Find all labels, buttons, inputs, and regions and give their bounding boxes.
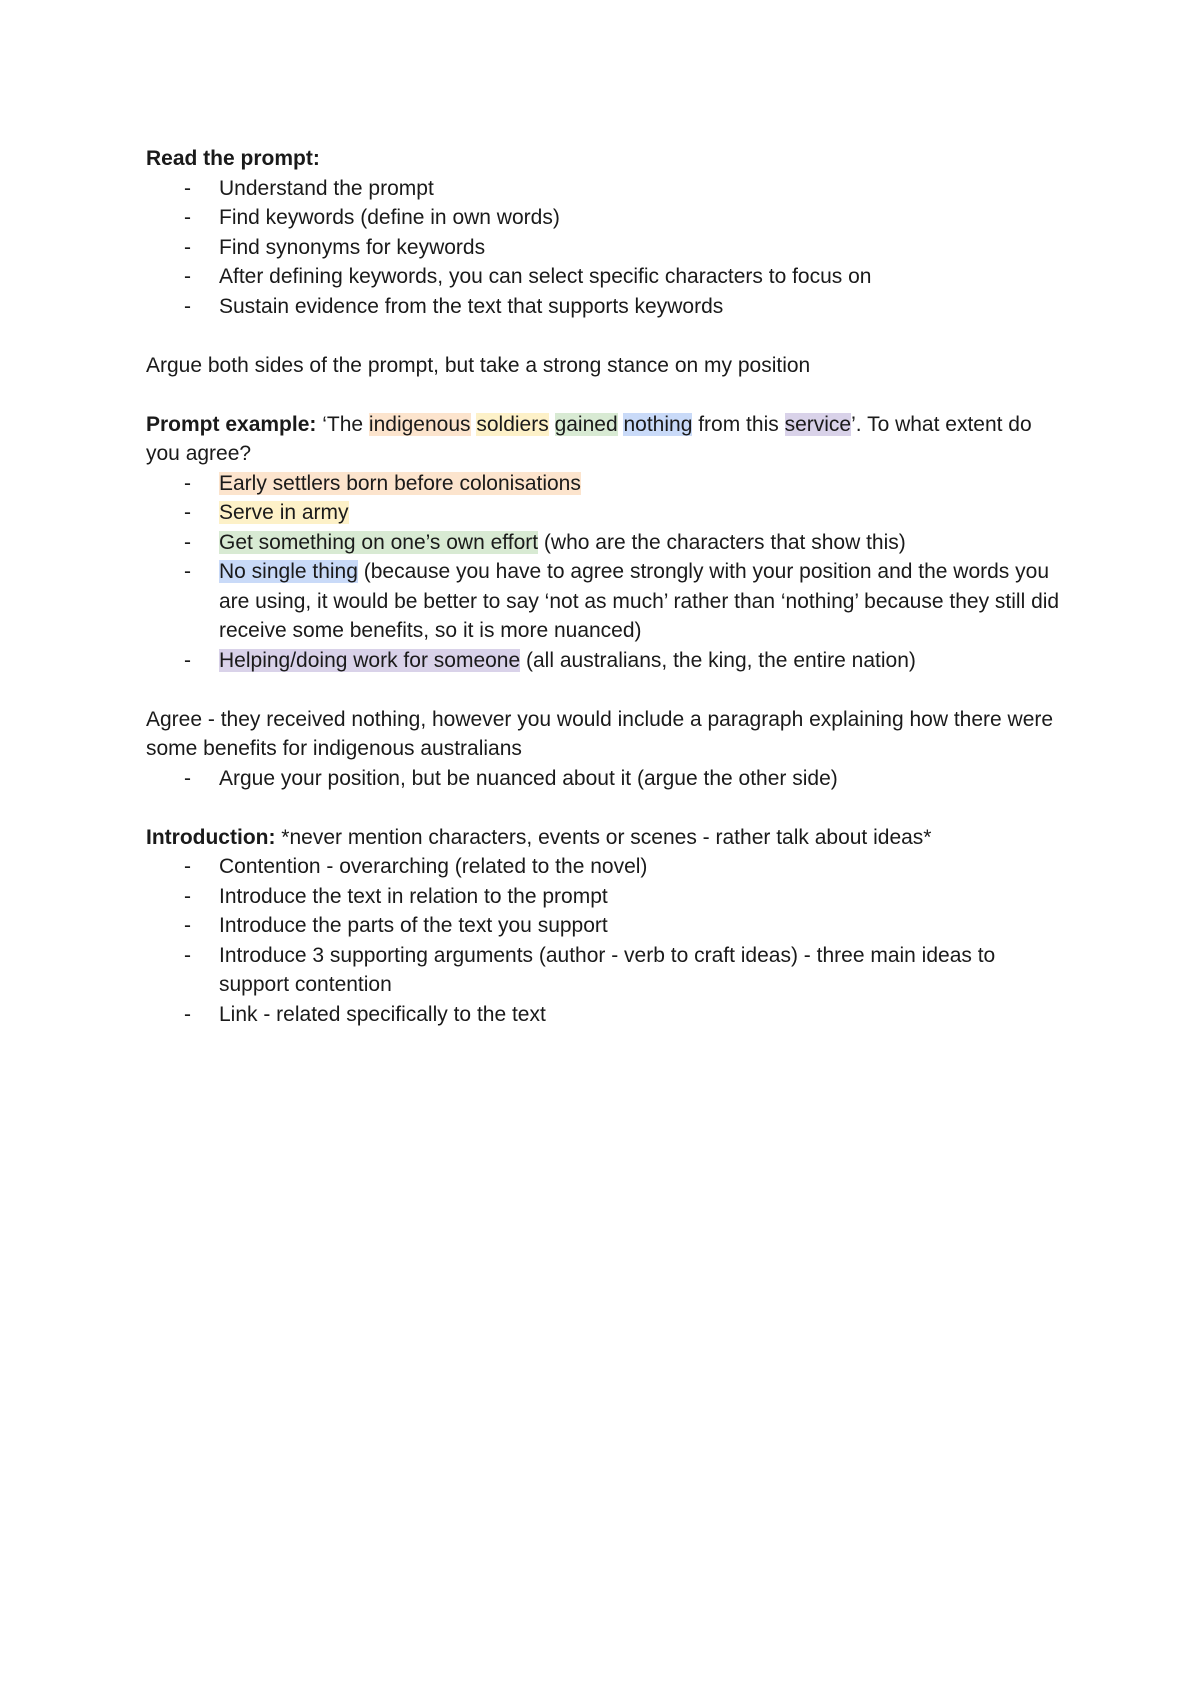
bullet-dash: - [184,1002,191,1026]
bullet-dash: - [184,471,191,495]
list-item: - Introduce 3 supporting arguments (author - verb to craft ideas) - three main ideas to support contention [146,941,1066,1000]
highlighted-definition: No single thing [219,560,358,583]
highlighted-definition: Early settlers born before colonisations [219,471,581,495]
highlighted-definition: Get something on one’s own effort [219,530,539,554]
list-item: - Find keywords (define in own words) [146,203,1066,233]
bullet-dash: - [184,648,191,672]
introduction-paragraph [146,823,1066,853]
keyword-indigenous: indigenous [368,412,471,436]
agree-list [146,764,1066,794]
bullet-dash: - [184,206,191,229]
highlighted-definition: Serve in army [219,501,349,524]
list-item: - After defining keywords, you can select specific characters to focus on [146,262,1066,292]
read-prompt-list [146,174,1066,322]
list-item: - Find synonyms for keywords [146,233,1066,263]
argue-both-sides-line: Argue both sides of the prompt, but take a strong stance on my position [146,353,811,377]
bullet-dash: - [184,294,191,318]
list-item [146,498,1066,528]
bullet-dash: - [184,914,191,937]
bullet-dash: - [184,235,191,259]
read-prompt-heading: Read the prompt: [146,147,320,170]
keyword-soldiers: soldiers [476,412,549,436]
introduction-note: *never mention characters, events or scenes - rather talk about ideas* [275,825,932,849]
bullet-dash: - [184,884,191,908]
bullet-dash: - [184,501,191,524]
list-item: - Sustain evidence from the text that supports keywords [146,292,1066,322]
introduction-list [146,852,1066,1029]
list-item: - Contention - overarching (related to the novel) [146,852,1066,882]
bullet-dash: - [184,530,191,554]
keyword-gained: gained [554,412,618,436]
list-item: - Introduce the parts of the text you support [146,911,1066,941]
highlighted-definition: Helping/doing work for someone [219,648,521,672]
list-item: - Link - related specifically to the text [146,1000,1066,1030]
keyword-service: service [784,412,852,436]
list-item: - Get something on one’s own effort (who are the characters that show this) [146,528,1066,558]
list-item: - No single thing (because you have to agree strongly with your position and the words you are using, it would be better to say ‘not as much’ rather than ‘nothing’ because they still did receive some benefits, so it is more nuanced) [146,557,1066,646]
document-page [146,144,1066,1029]
list-item: - Helping/doing work for someone (all australians, the king, the entire nation) [146,646,1066,676]
list-item: - Introduce the text in relation to the prompt [146,882,1066,912]
bullet-dash: - [184,560,191,583]
bullet-dash: - [184,176,191,200]
keyword-nothing: nothing [623,412,693,436]
list-item: - Understand the prompt [146,174,1066,204]
bullet-dash: - [184,766,191,790]
bullet-dash: - [184,855,191,878]
bullet-dash: - [184,943,191,967]
list-item [146,469,1066,499]
prompt-example-list [146,469,1066,676]
list-item: - Argue your position, but be nuanced about it (argue the other side) [146,764,1066,794]
introduction-label: Introduction: [146,825,276,849]
agree-paragraph: Agree - they received nothing, however you would include a paragraph explaining how there were some benefits for indigenous australians [146,707,1054,760]
prompt-example-label: Prompt example: [146,412,317,436]
bullet-dash: - [184,265,191,288]
prompt-example-paragraph: Prompt example: ‘The indigenous soldiers gained nothing from this service’. To what extent do you agree? [146,412,1032,465]
